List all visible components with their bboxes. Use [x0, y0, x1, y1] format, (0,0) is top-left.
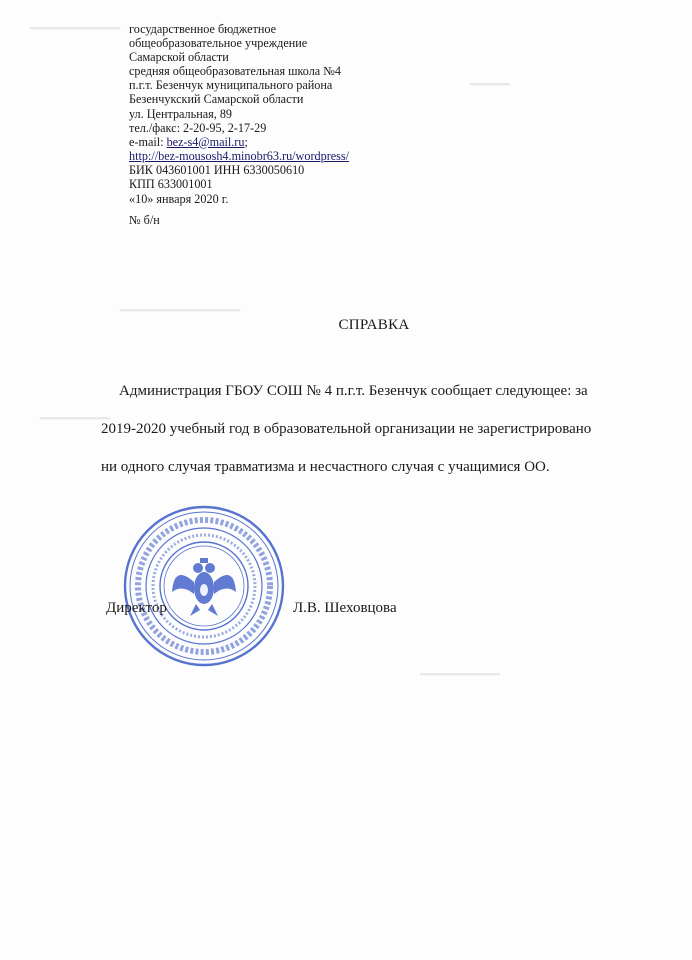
official-seal-stamp [122, 504, 286, 668]
letterhead-line: средняя общеобразовательная школа №4 [129, 64, 341, 79]
signature-name: Л.В. Шеховцова [293, 600, 397, 616]
document-date: «10» января 2020 г. [129, 192, 229, 207]
bik-inn: БИК 043601001 ИНН 6330050610 [129, 162, 305, 177]
email-suffix: ; [244, 134, 248, 149]
show-through-artifact: ▁▁▁▁ [470, 70, 510, 85]
kpp: КПП 633001001 [129, 177, 213, 192]
show-through-artifact: ▁▁▁▁▁▁▁ [40, 404, 110, 419]
letterhead-line: Самарской области [129, 50, 229, 65]
letterhead-line: ул. Центральная, 89 [129, 106, 233, 121]
school-letterhead [129, 22, 429, 227]
website-line [129, 149, 429, 163]
email-link[interactable]: bez-s4@mail.ru [166, 134, 245, 149]
letterhead-line: п.г.т. Безенчук муниципального района [129, 78, 333, 93]
email-line [129, 135, 429, 149]
letterhead-line: Безенчукский Самарской области [129, 92, 304, 107]
body-line: 2019-2020 учебный год в образовательной организации не зарегистрировано [101, 421, 592, 437]
signature-position: Директор [106, 600, 167, 616]
website-link[interactable]: http://bez-mousosh4.minobr63.ru/wordpress/ [129, 148, 350, 163]
document-number: № б/н [129, 213, 160, 228]
body-line: Администрация ГБОУ СОШ № 4 п.г.т. Безенчук сообщает следующее: за [119, 383, 588, 399]
show-through-artifact: ▁▁▁▁▁▁▁▁▁ [30, 14, 120, 29]
letterhead-line: государственное бюджетное [129, 22, 276, 36]
show-through-artifact: ▁▁▁▁▁▁▁▁ [420, 660, 500, 675]
document-body [101, 372, 641, 486]
body-line: ни одного случая травматизма и несчастного случая с учащимися ОО. [101, 459, 550, 475]
document-title: СПРАВКА [338, 317, 410, 333]
email-prefix: e-mail: [129, 134, 167, 149]
letterhead-line: общеобразовательное учреждение [129, 36, 308, 51]
show-through-artifact: ▁▁▁▁▁▁▁▁▁▁▁▁ [120, 296, 240, 311]
letterhead-line: тел./факс: 2-20-95, 2-17-29 [129, 120, 267, 135]
